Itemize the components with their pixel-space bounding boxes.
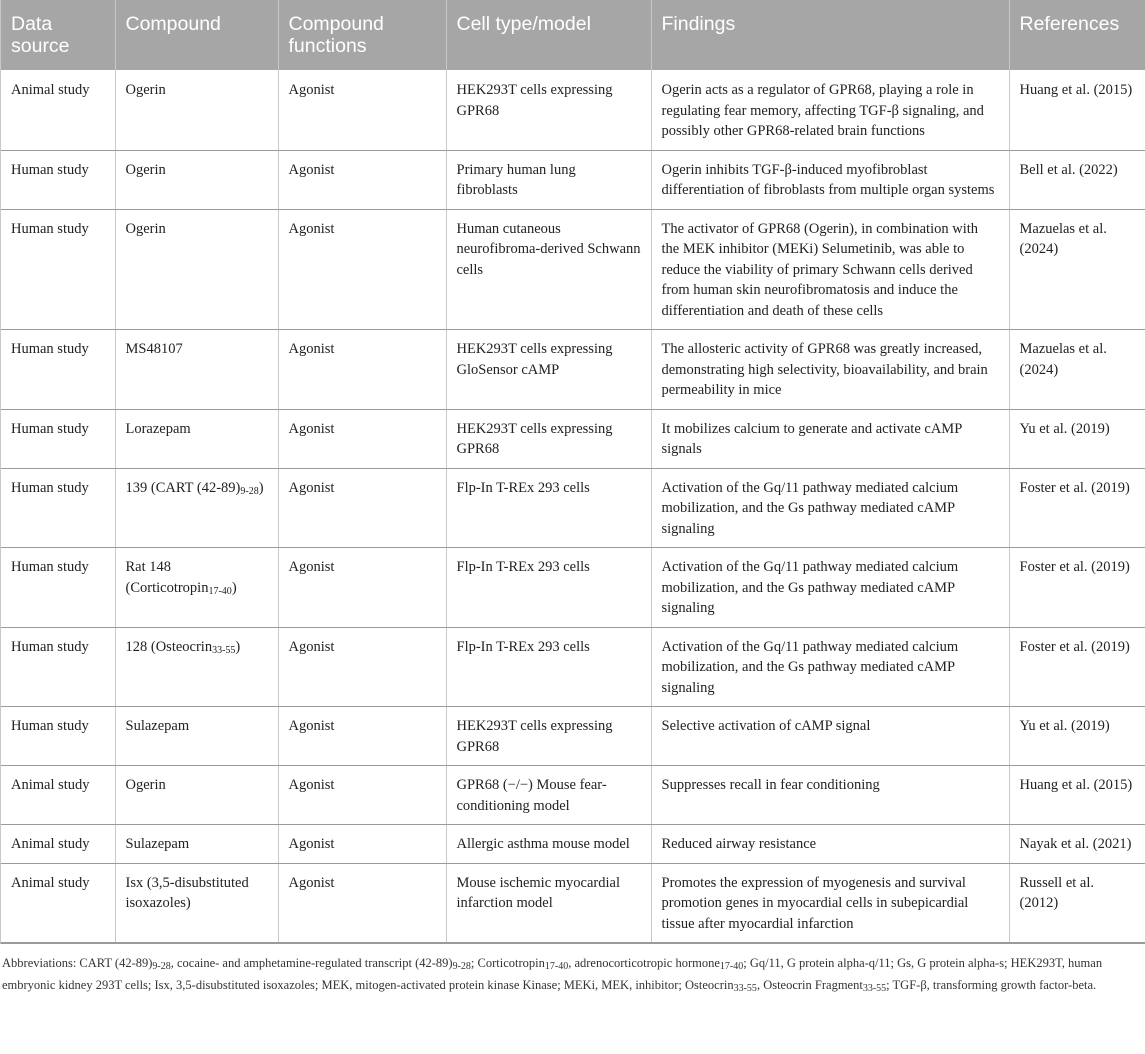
cell-data-source: Human study xyxy=(1,330,115,410)
footnote-text: , cocaine- and amphetamine-regulated transcript (42-89) xyxy=(170,956,453,970)
cell-findings: It mobilizes calcium to generate and activate cAMP signals xyxy=(651,409,1009,468)
cell-data-source: Human study xyxy=(1,409,115,468)
header-cell-type: Cell type/model xyxy=(446,0,651,70)
cell-reference: Foster et al. (2019) xyxy=(1009,468,1145,548)
cell-compound: Ogerin xyxy=(115,70,278,150)
cell-compound: Lorazepam xyxy=(115,409,278,468)
cell-data-source: Human study xyxy=(1,468,115,548)
cell-function: Agonist xyxy=(278,548,446,628)
cell-model: Allergic asthma mouse model xyxy=(446,825,651,864)
cell-reference: Yu et al. (2019) xyxy=(1009,707,1145,766)
header-findings: Findings xyxy=(651,0,1009,70)
cell-compound: MS48107 xyxy=(115,330,278,410)
table-row xyxy=(1,548,1145,628)
table-row xyxy=(1,627,1145,707)
cell-reference: Mazuelas et al. (2024) xyxy=(1009,330,1145,410)
table-row xyxy=(1,150,1145,209)
table-row xyxy=(1,209,1145,330)
cell-data-source: Animal study xyxy=(1,766,115,825)
cell-data-source: Human study xyxy=(1,548,115,628)
header-references: References xyxy=(1009,0,1145,70)
table-row xyxy=(1,330,1145,410)
cell-reference: Huang et al. (2015) xyxy=(1009,766,1145,825)
footnote-subscript: 17-40 xyxy=(719,961,744,972)
table-row xyxy=(1,707,1145,766)
cell-model: Primary human lung fibroblasts xyxy=(446,150,651,209)
footnote-text: , Osteocrin Fragment xyxy=(756,978,863,992)
cell-data-source: Human study xyxy=(1,150,115,209)
cell-data-source: Animal study xyxy=(1,825,115,864)
cell-function: Agonist xyxy=(278,707,446,766)
footnote-text: ; Gq/11, G protein alpha-q/11; Gs, G protein alpha-s; HEK293T, human embryonic kidney 293T cells; Isx, 3,5-disubstituted isoxazoles; MEK, mitogen-activated protein kinase Kinase; MEKi, MEK, inhibitor; Osteocrin xyxy=(2,956,1103,992)
table-row xyxy=(1,825,1145,864)
cell-function: Agonist xyxy=(278,150,446,209)
cell-function: Agonist xyxy=(278,70,446,150)
cell-data-source: Human study xyxy=(1,627,115,707)
cell-compound xyxy=(115,627,278,707)
cell-findings: Activation of the Gq/11 pathway mediated calcium mobilization, and the Gs pathway mediated cAMP signaling xyxy=(651,468,1009,548)
cell-data-source: Animal study xyxy=(1,863,115,943)
footnote-subscript: 33-55 xyxy=(862,983,887,994)
cell-function: Agonist xyxy=(278,209,446,330)
cell-findings: Activation of the Gq/11 pathway mediated calcium mobilization, and the Gs pathway mediated cAMP signaling xyxy=(651,548,1009,628)
footnote-subscript: 33-55 xyxy=(733,983,757,994)
cell-compound: Ogerin xyxy=(115,766,278,825)
cell-compound: Ogerin xyxy=(115,209,278,330)
cell-model: HEK293T cells expressing GPR68 xyxy=(446,707,651,766)
cell-reference: Foster et al. (2019) xyxy=(1009,548,1145,628)
compound-text: Rat 148 (Corticotropin xyxy=(125,559,209,596)
table-row xyxy=(1,409,1145,468)
cell-model: Flp-In T-REx 293 cells xyxy=(446,627,651,707)
cell-findings: The allosteric activity of GPR68 was greatly increased, demonstrating high selectivity, bioavailability, and brain permeability in mice xyxy=(651,330,1009,410)
table-footnote xyxy=(0,944,1144,998)
cell-model: HEK293T cells expressing GPR68 xyxy=(446,70,651,150)
cell-findings: Ogerin inhibits TGF-β-induced myofibroblast differentiation of fibroblasts from multiple organ systems xyxy=(651,150,1009,209)
table-row xyxy=(1,70,1145,150)
cell-reference: Nayak et al. (2021) xyxy=(1009,825,1145,864)
cell-model: Flp-In T-REx 293 cells xyxy=(446,548,651,628)
compound-subscript: 33-55 xyxy=(212,644,236,656)
table-row xyxy=(1,863,1145,943)
cell-findings: Selective activation of cAMP signal xyxy=(651,707,1009,766)
cell-model: GPR68 (−/−) Mouse fear-conditioning model xyxy=(446,766,651,825)
footnote-text: ; Corticotropin xyxy=(470,956,545,970)
cell-model: Mouse ischemic myocardial infarction model xyxy=(446,863,651,943)
table-row xyxy=(1,766,1145,825)
cell-findings: Ogerin acts as a regulator of GPR68, playing a role in regulating fear memory, affecting TGF-β signaling, and possibly other GPR68-related brain functions xyxy=(651,70,1009,150)
cell-reference: Russell et al. (2012) xyxy=(1009,863,1145,943)
cell-findings: Suppresses recall in fear conditioning xyxy=(651,766,1009,825)
cell-model: HEK293T cells expressing GPR68 xyxy=(446,409,651,468)
data-table xyxy=(1,0,1145,943)
cell-data-source: Animal study xyxy=(1,70,115,150)
cell-compound: Ogerin xyxy=(115,150,278,209)
header-compound: Compound xyxy=(115,0,278,70)
footnote-text: Abbreviations: CART (42-89) xyxy=(2,956,153,970)
cell-findings: Reduced airway resistance xyxy=(651,825,1009,864)
footnote-subscript: 17-40 xyxy=(544,961,569,972)
cell-function: Agonist xyxy=(278,330,446,410)
cell-function: Agonist xyxy=(278,766,446,825)
cell-compound: Sulazepam xyxy=(115,707,278,766)
cell-compound xyxy=(115,468,278,548)
table-row xyxy=(1,468,1145,548)
cell-data-source: Human study xyxy=(1,209,115,330)
footnote-text: , adrenocorticotropic hormone xyxy=(568,956,720,970)
cell-reference: Mazuelas et al. (2024) xyxy=(1009,209,1145,330)
footnote-subscript: 9-28 xyxy=(152,961,171,972)
header-data-source: Data source xyxy=(1,0,115,70)
cell-compound xyxy=(115,548,278,628)
cell-reference: Yu et al. (2019) xyxy=(1009,409,1145,468)
cell-function: Agonist xyxy=(278,825,446,864)
cell-compound: Isx (3,5-disubstituted isoxazoles) xyxy=(115,863,278,943)
compound-text: 139 (CART (42-89) xyxy=(125,479,241,496)
cell-function: Agonist xyxy=(278,863,446,943)
cell-model: HEK293T cells expressing GloSensor cAMP xyxy=(446,330,651,410)
compound-text-tail: ) xyxy=(258,479,264,496)
header-compound-functions: Compound functions xyxy=(278,0,446,70)
cell-reference: Foster et al. (2019) xyxy=(1009,627,1145,707)
compound-text-tail: ) xyxy=(231,579,237,596)
cell-function: Agonist xyxy=(278,409,446,468)
footnote-text: ; TGF-β, transforming growth factor-beta. xyxy=(886,978,1097,992)
cell-model: Human cutaneous neurofibroma-derived Schwann cells xyxy=(446,209,651,330)
cell-reference: Bell et al. (2022) xyxy=(1009,150,1145,209)
compound-text-tail: ) xyxy=(235,638,241,655)
cell-compound: Sulazepam xyxy=(115,825,278,864)
compound-text: 128 (Osteocrin xyxy=(125,638,213,655)
cell-reference: Huang et al. (2015) xyxy=(1009,70,1145,150)
cell-function: Agonist xyxy=(278,468,446,548)
cell-findings: Activation of the Gq/11 pathway mediated calcium mobilization, and the Gs pathway mediated cAMP signaling xyxy=(651,627,1009,707)
cell-findings: Promotes the expression of myogenesis and survival promotion genes in myocardial cells in subepicardial tissue after myocardial infarction xyxy=(651,863,1009,943)
header-row xyxy=(1,0,1145,70)
cell-model: Flp-In T-REx 293 cells xyxy=(446,468,651,548)
cell-function: Agonist xyxy=(278,627,446,707)
compound-subscript: 9-28 xyxy=(240,485,259,497)
footnote-subscript: 9-28 xyxy=(452,961,471,972)
compound-subscript: 17-40 xyxy=(208,585,232,597)
cell-findings: The activator of GPR68 (Ogerin), in combination with the MEK inhibitor (MEKi) Selumetinib, was able to reduce the viability of primary Schwann cells derived from human skin neurofibromatosis and induce the differentiation and death of these cells xyxy=(651,209,1009,330)
cell-data-source: Human study xyxy=(1,707,115,766)
